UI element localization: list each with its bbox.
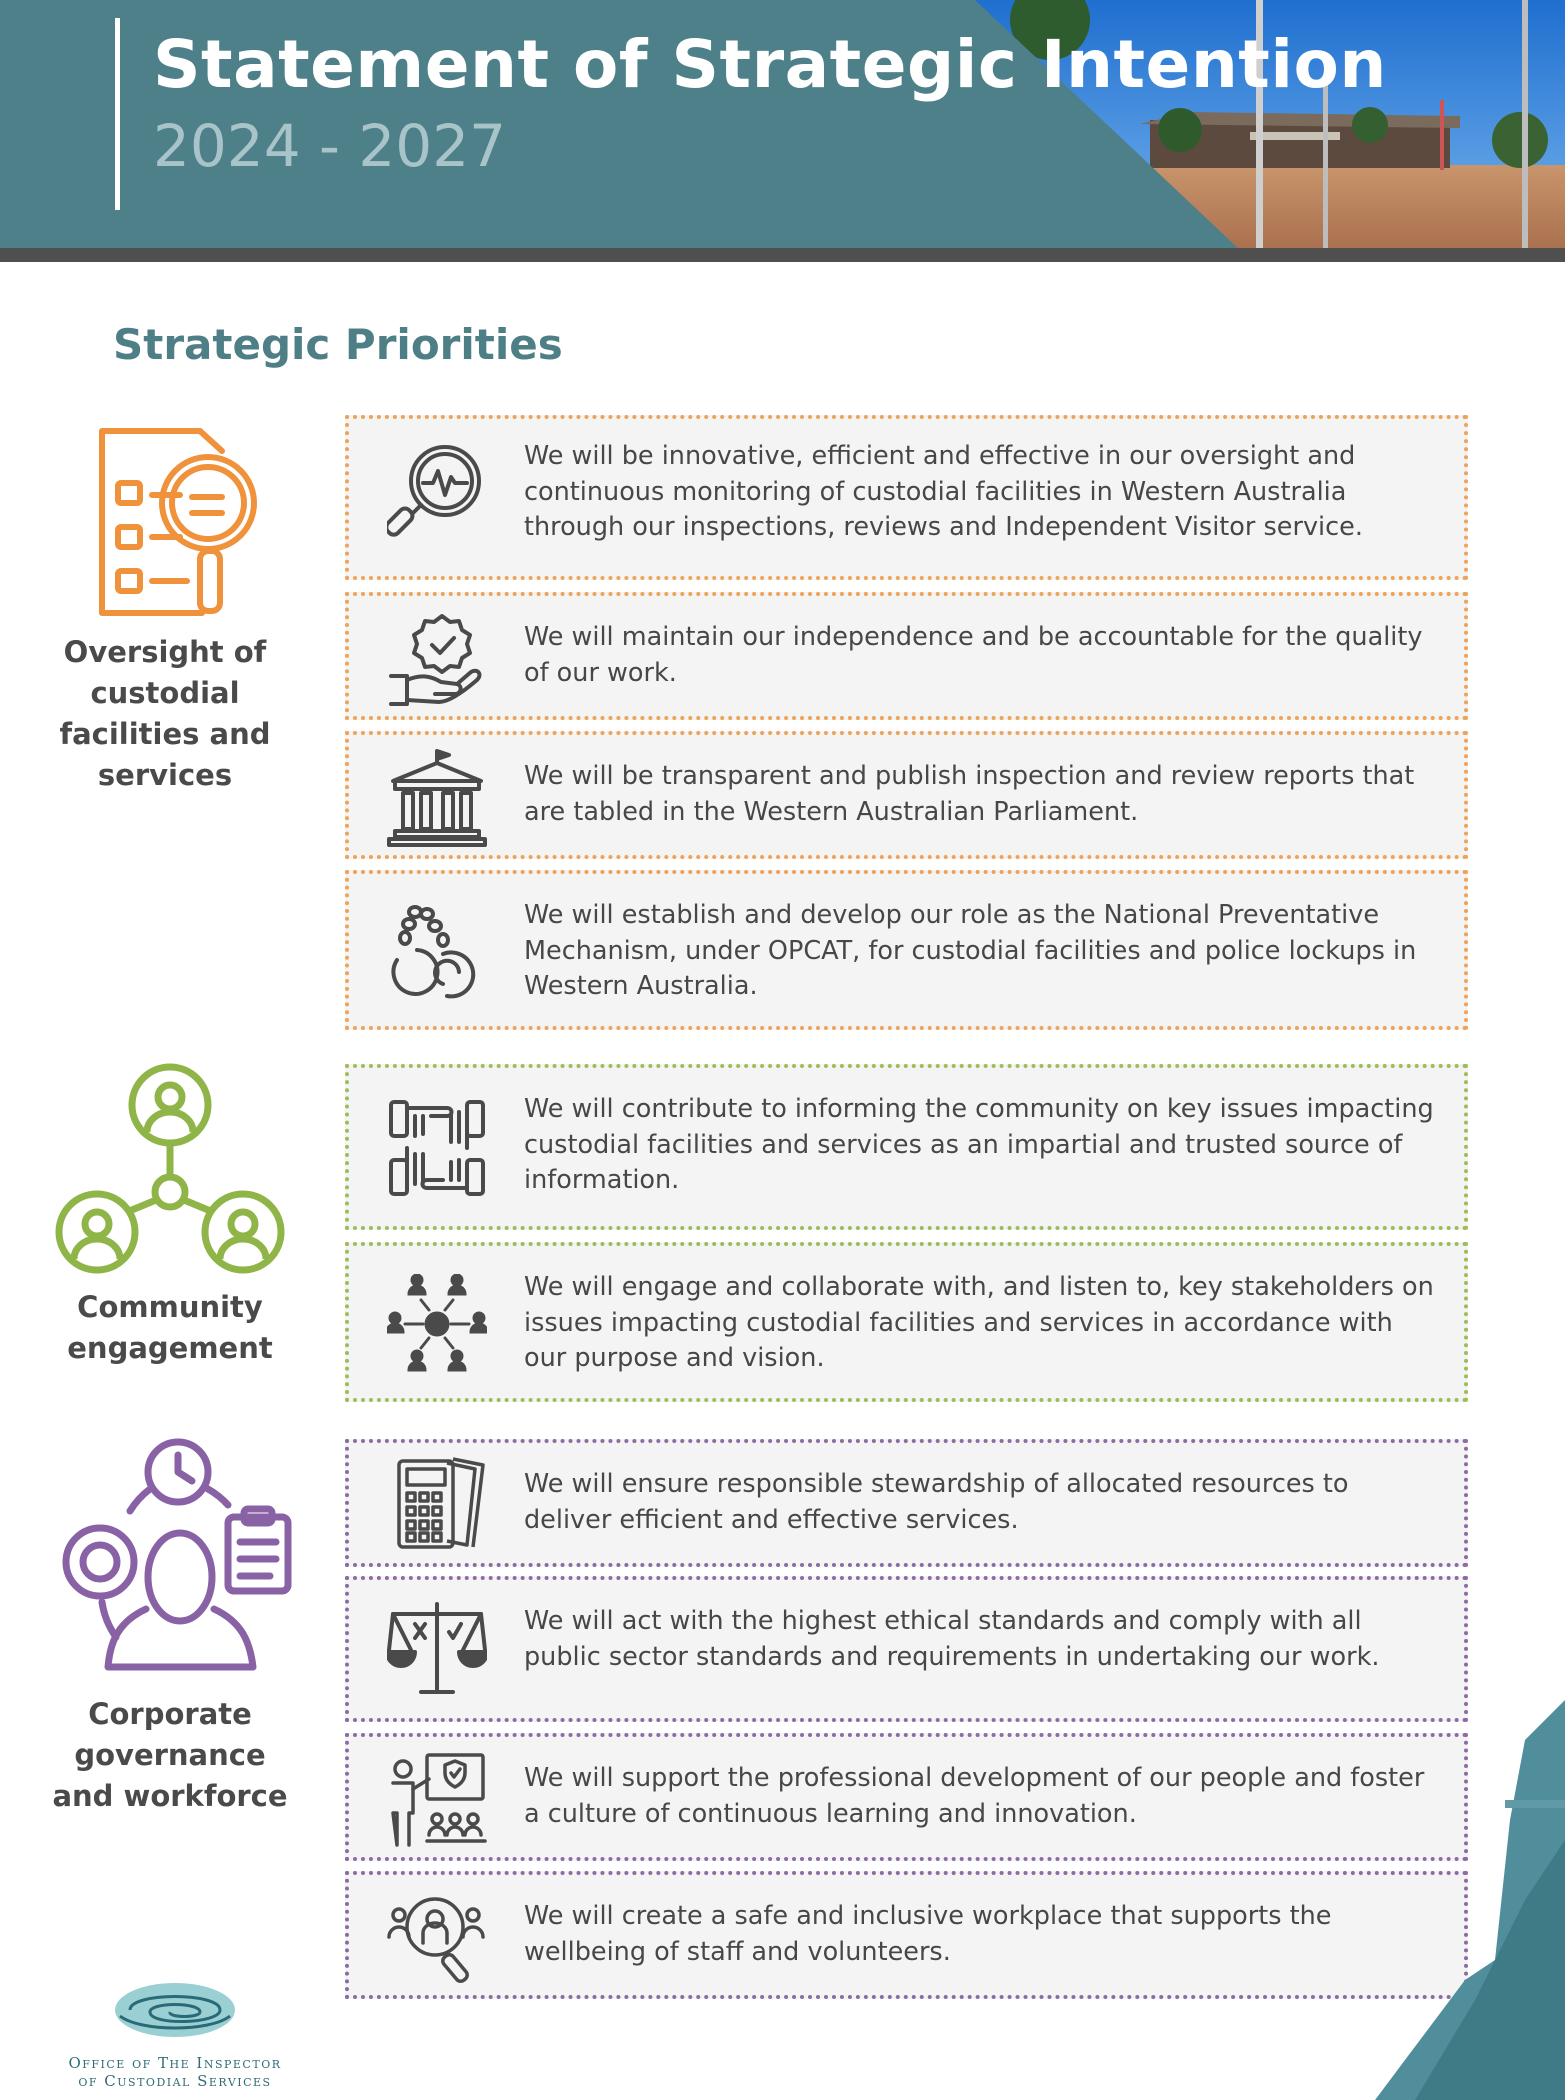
- priority-item: [345, 415, 1468, 580]
- section-title: Strategic Priorities: [113, 320, 563, 369]
- decorative-mountains: [1375, 1700, 1565, 2100]
- priority-text: We will contribute to informing the community on key issues impacting custodial facilities and services as an impartial and trusted source of information.: [524, 1094, 1434, 1195]
- category-oversight-label: Oversight of custodial facilities and services: [59, 635, 271, 792]
- priority-text: We will be transparent and publish inspection and review reports that are tabled in the Western Australian Parliament.: [524, 761, 1415, 827]
- network-people-icon: [55, 1062, 285, 1277]
- priority-item: [345, 731, 1468, 859]
- category-community-label: Community engagement: [67, 1290, 273, 1365]
- priority-item: [345, 870, 1468, 1030]
- handcuffs-icon: [387, 904, 487, 1004]
- document-magnifier-icon: [92, 425, 264, 620]
- page-title: Statement of Strategic Intention: [153, 26, 1387, 103]
- priority-text: We will create a safe and inclusive workplace that supports the wellbeing of staff and volunteers.: [524, 1901, 1332, 1967]
- priority-item: [345, 592, 1468, 720]
- people-magnifier-icon: [387, 1887, 487, 1987]
- page-years: 2024 - 2027: [153, 112, 507, 180]
- priority-item: [345, 1576, 1468, 1722]
- priority-text: We will support the professional development of our people and foster a culture of continuous learning and innovation.: [524, 1763, 1425, 1829]
- person-gear-clock-clipboard-icon: [58, 1437, 298, 1672]
- priority-item: [345, 1871, 1468, 1999]
- logo-text-line2: of Custodial Services: [78, 2072, 272, 2090]
- spiral-logo-icon: [50, 1980, 300, 2050]
- presenter-training-icon: [387, 1749, 487, 1849]
- priority-item: [345, 1242, 1468, 1402]
- scales-icon: [387, 1600, 487, 1700]
- priority-item: [345, 1439, 1468, 1567]
- priority-text: We will establish and develop our role as the National Preventative Mechanism, under OPCAT, for custodial facilities and police lockups in Western Australia.: [524, 900, 1417, 1001]
- header-vertical-rule: [115, 18, 120, 210]
- header-bottom-bar: [0, 248, 1565, 262]
- priority-text: We will maintain our independence and be accountable for the quality of our work.: [524, 622, 1423, 688]
- hand-badge-check-icon: [387, 608, 487, 708]
- joined-hands-icon: [387, 1098, 487, 1198]
- priority-item: [345, 1733, 1468, 1861]
- calculator-receipts-icon: [387, 1455, 487, 1555]
- priority-text: We will act with the highest ethical standards and comply with all public sector standards and requirements in undertaking our work.: [524, 1606, 1380, 1672]
- logo-text-line1: Office of The Inspector: [68, 2054, 282, 2072]
- priority-text: We will be innovative, efficient and effective in our oversight and continuous monitoring of custodial facilities in Western Australia through our inspections, reviews and Independent Visitor service.: [524, 441, 1363, 542]
- parliament-building-icon: [387, 747, 487, 847]
- priority-text: We will engage and collaborate with, and listen to, key stakeholders on issues impacting custodial facilities and services in accordance with our purpose and vision.: [524, 1272, 1434, 1373]
- category-corporate-label: Corporate governance and workforce: [52, 1697, 288, 1813]
- priority-text: We will ensure responsible stewardship of allocated resources to deliver efficient and effective services.: [524, 1469, 1349, 1535]
- stakeholders-network-icon: [387, 1274, 487, 1374]
- organisation-logo: [50, 1980, 300, 2090]
- magnifier-pulse-icon: [387, 441, 487, 541]
- header-banner: [0, 0, 1565, 262]
- priority-item: [345, 1064, 1468, 1230]
